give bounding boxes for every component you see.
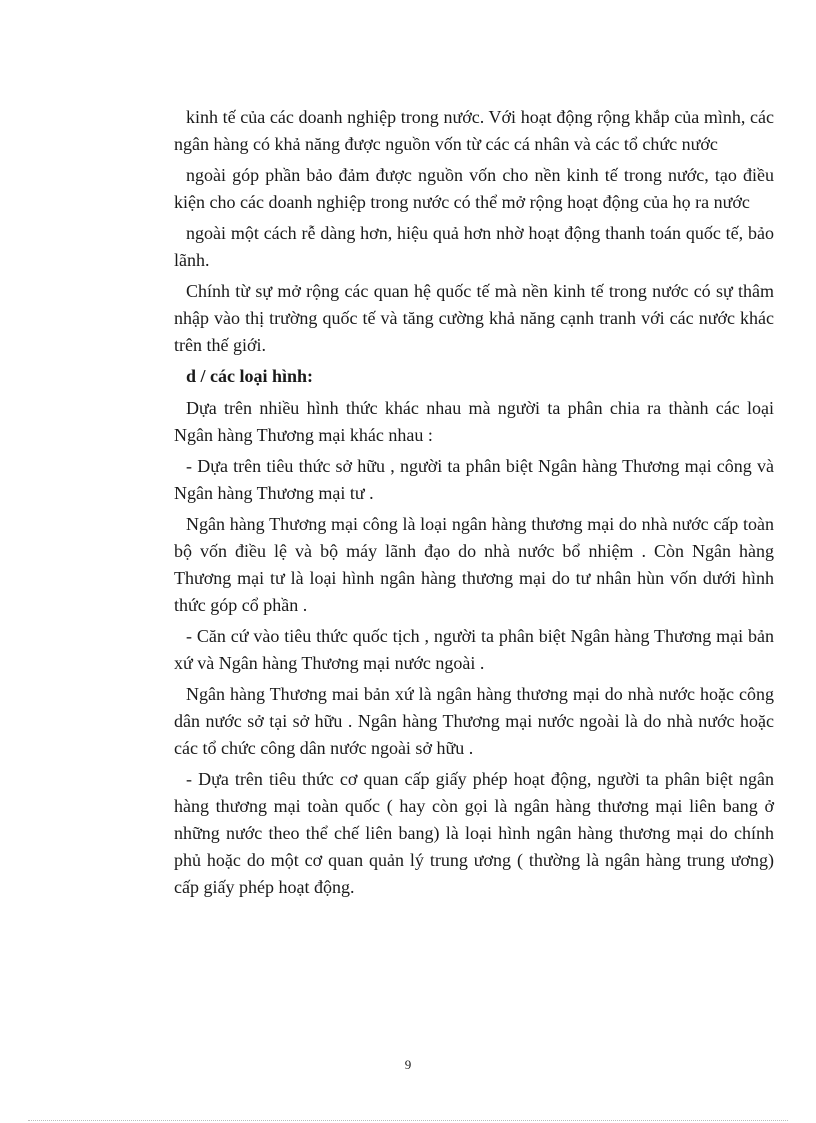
body-paragraph-4: - Căn cứ vào tiêu thức quốc tịch , người ta phân biệt Ngân hàng Thương mại bản xứ và Ngân hàng Thương mại nước ngoài .: [174, 626, 774, 673]
body-paragraph-5: Ngân hàng Thương mai bản xứ là ngân hàng thương mại do nhà nước hoặc công dân nước sở tại sở hữu . Ngân hàng Thương mại nước ngoài là do nhà nước hoặc các tổ chức công dân nước ngoài sở hữu .: [174, 684, 774, 758]
body-paragraph-2: - Dựa trên tiêu thức sở hữu , người ta phân biệt Ngân hàng Thương mại công và Ngân hàng Thương mại tư .: [174, 456, 774, 503]
body-paragraph-1: Dựa trên nhiều hình thức khác nhau mà người ta phân chia ra thành các loại Ngân hàng Thương mại khác nhau :: [174, 398, 774, 445]
section-heading: d / các loại hình:: [186, 366, 314, 386]
paragraph-3: ngoài một cách rễ dàng hơn, hiệu quả hơn nhờ hoạt động thanh toán quốc tế, bảo lãnh.: [174, 223, 774, 270]
body-paragraph-6: - Dựa trên tiêu thức cơ quan cấp giấy phép hoạt động, người ta phân biệt ngân hàng thương mại toàn quốc ( hay còn gọi là ngân hàng thương mại liên bang ở những nước theo thể chế liên bang) là loại hình ngân hàng thương mại do chính phủ hoặc do một cơ quan quản lý trung ương ( thường là ngân hàng trung ương) cấp giấy phép hoạt động.: [174, 769, 774, 897]
page-number: 9: [404, 1057, 412, 1072]
page-bottom-divider: [28, 1120, 788, 1121]
paragraph-2: ngoài góp phần bảo đảm được nguồn vốn cho nền kinh tế trong nước, tạo điều kiện cho các doanh nghiệp trong nước có thể mở rộng hoạt động của họ ra nước: [174, 165, 774, 212]
paragraph-4: Chính từ sự mở rộng các quan hệ quốc tế mà nền kinh tế trong nước có sự thâm nhập vào thị trường quốc tế và tăng cường khả năng cạnh tranh với các nước khác trên thế giới.: [174, 281, 774, 355]
page-content: [174, 104, 774, 905]
paragraph-1: kinh tế của các doanh nghiệp trong nước. Với hoạt động rộng khắp của mình, các ngân hàng có khả năng được nguồn vốn từ các cá nhân và các tổ chức nước: [174, 107, 774, 154]
body-paragraph-3: Ngân hàng Thương mại công là loại ngân hàng thương mại do nhà nước cấp toàn bộ vốn điều lệ và bộ máy lãnh đạo do nhà nước bổ nhiệm . Còn Ngân hàng Thương mại tư là loại hình ngân hàng thương mại do tư nhân hùn vốn dưới hình thức góp cổ phần .: [174, 514, 774, 615]
